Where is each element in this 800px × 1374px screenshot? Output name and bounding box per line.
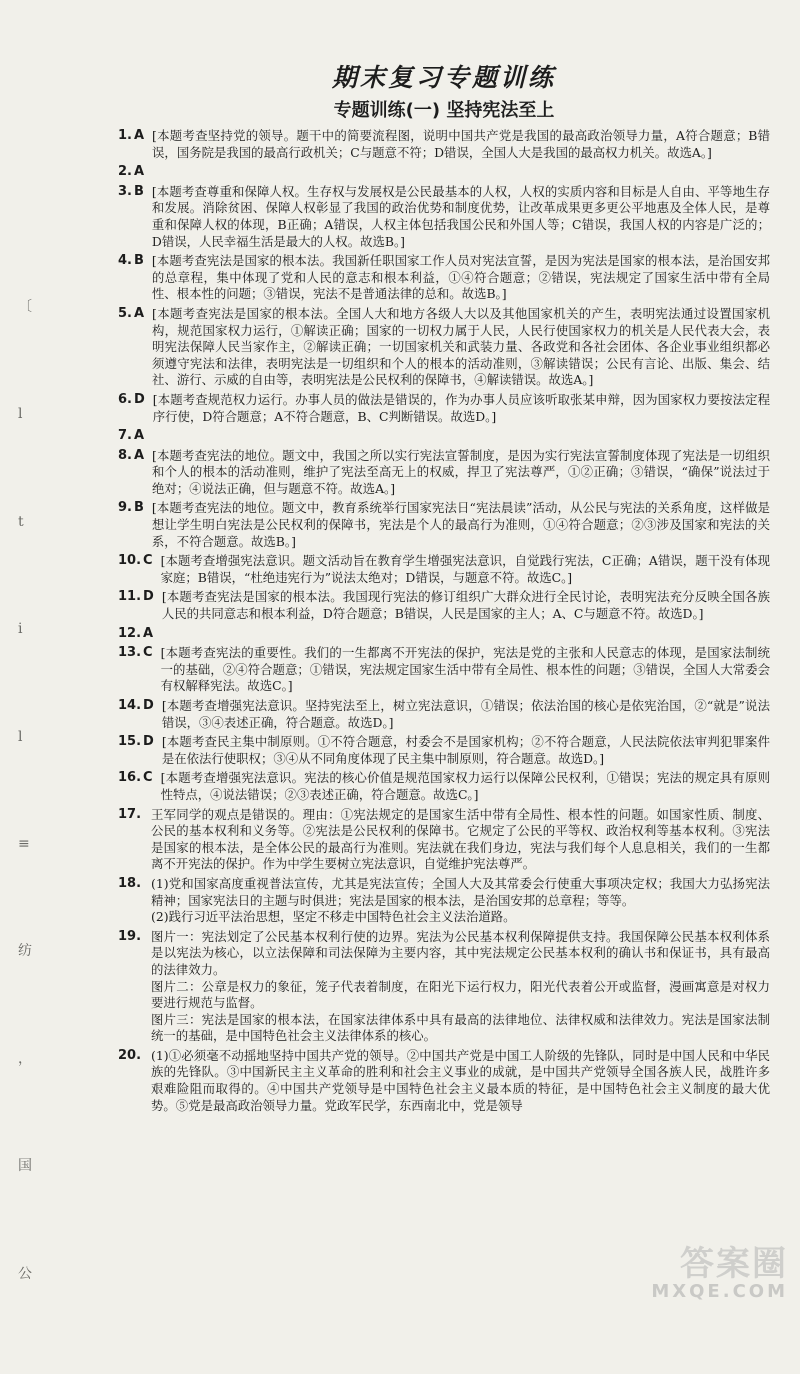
explanation [152,306,770,389]
question-number: 8. [118,447,132,463]
page-title: 期末复习专题训练 [331,63,556,92]
explanation [152,448,770,498]
gutter-mark: ， [18,1050,32,1067]
answer-letter: C [143,645,153,661]
explanation-paragraph: [本题考查坚持党的领导。题干中的简要流程图，说明中国共产党是我国的最高政治领导力量，A符合题意；B错误，国务院是我国的最高行政机关；C与题意不符；D错误，全国人大是我国的最高权力机关。故选A。] [152,128,770,160]
explanation-paragraph: 王军同学的观点是错误的。理由：①宪法规定的是国家生活中带有全局性、根本性的问题。如国家性质、制度、公民的基本权利和义务等。②宪法是公民权利的保障书。它规定了公民的平等权、政治权利等基本权利。③宪法是国家的根本法，是全体公民的最高行为准则。宪法就在我们身边，宪法与我们每个人息息相关，我们的一生都离不开宪法的保护。作为中学生要树立宪法意识，自觉维护宪法尊严。 [151,806,770,872]
gutter-mark: ≡ [18,835,30,852]
answer-item [118,184,770,250]
question-number: 14. [118,698,142,713]
question-number: 9. [118,500,132,516]
question-number: 15. [118,734,142,750]
explanation [151,876,770,926]
question-number: 13. [118,645,142,661]
answer-letter: A [133,128,145,143]
answer-letter: A [133,305,145,321]
explanation-paragraph: [本题考查宪法的重要性。我们的一生都离不开宪法的保护，宪法是党的主张和人民意志的体现，是国家法制统一的基础，②④符合题意；①错误，宪法规定国家生活中带有全局性、根本性的问题；③错误，全国人大常委会有权解释宪法。故选C。] [160,645,770,694]
question-number: 6. [118,391,132,407]
watermark-text: 答案圈 [680,1244,788,1284]
answer-item [118,589,770,622]
explanation [161,553,770,586]
watermark-logo [651,1236,788,1302]
gutter-mark: i [18,621,23,638]
answer-letter: B [133,253,144,269]
question-number: 18. [118,875,142,891]
explanation [151,1048,770,1114]
explanation-paragraph: [本题考查宪法的地位。题文中，我国之所以实行宪法宣誓制度，是因为实行宪法宣誓制度体现了宪法是一切组织和个人的根本的活动准则，维护了宪法至高无上的权威，捍卫了宪法尊严，①②正确；③错误，“确保”说法过于绝对；④说法正确，但与题意不符。故选A。] [152,447,770,496]
answer-letter: B [133,183,144,199]
answer-letter: D [143,589,154,605]
gutter-mark: l [18,728,23,745]
explanation [152,253,770,303]
answer-letter: D [143,734,154,750]
explanation-paragraph: (2)践行习近平法治思想，坚定不移走中国特色社会主义法治道路。 [151,909,516,925]
explanation [152,128,770,161]
explanation [151,807,770,873]
answer-item [118,448,770,498]
answer-item [118,253,770,303]
answer-item [118,428,770,445]
question-number: 3. [118,183,132,199]
gutter-mark: 〔 [18,299,32,315]
question-number: 2. [118,164,132,180]
explanation-paragraph: [本题考查增强宪法意识。宪法的核心价值是规范国家权力运行以保障公民权利，①错误；宪法的规定具有原则性特点，④说法错误；②③表述正确，符合题意。故选C。] [160,770,770,802]
explanation [161,770,770,803]
answer-list [118,128,770,1114]
explanation [162,698,770,731]
explanation [162,734,770,767]
explanation [161,645,770,695]
explanation-paragraph: [本题考查增强宪法意识。坚持宪法至上，树立宪法意识，①错误；依法治国的核心是依宪治国，②“就是”说法错误，③④表述正确，符合题意。故选D。] [161,698,770,730]
explanation [152,500,770,550]
explanation-paragraph: [本题考查规范权力运行。办事人员的做法是错误的，作为办事人员应该听取张某申辩，因为国家权力要按法定程序行使，D符合题意；A不符合题意，B、C判断错误。故选D。] [152,391,770,424]
gutter-mark: 国 [18,1158,32,1175]
explanation-paragraph: [本题考查宪法的地位。题文中，教育系统举行国家宪法日“宪法晨读”活动，从公民与宪法的关系角度，这样做是想让学生明白宪法是公民权利的保障书，宪法是个人的最高行为准则，①④符合题意；②③涉及国家和宪法的关系，不符合题意。故选B。] [151,500,770,549]
explanation [151,929,770,1045]
section-subtitle: 专题训练(一) 坚持宪法至上 [333,100,555,121]
explanation-paragraph: [本题考查宪法是国家的根本法。全国人大和地方各级人大以及其他国家机关的产生，表明宪法通过设置国家机构，规范国家权力运行，①解读正确；国家的一切权力属于人民，人民行使国家权力的机关是人民代表大会，表明宪法保障人民当家作主，②解读正确；一切国家机关和武装力量、各政党和各社会团体、各企业事业组织都必须遵守宪法和法律，表明宪法是一切组织和个人的根本的活动准则，③解读错误；公民有言论、出版、集会、结社、游行、示威的自由等，表明宪法是公民权利的保障书，④解读错误。故选A。] [152,305,770,388]
answer-letter: C [143,770,153,786]
question-number: 10. [118,553,142,569]
answer-letter: B [133,500,144,516]
answer-item [118,626,770,643]
answer-letter: D [143,698,154,713]
answer-item [118,807,770,873]
explanation-paragraph: 图片三：宪法是国家的根本法，在国家法律体系中具有最高的法律地位、法律权威和法律效力。宪法是国家法制统一的基础，是中国特色社会主义法律体系的核心。 [151,1011,770,1044]
explanation [152,184,770,250]
answer-item [118,734,770,767]
question-number: 5. [118,305,132,321]
question-number: 1. [118,128,132,143]
gutter-mark: t [18,513,24,530]
answer-item [118,876,770,926]
question-number: 11. [118,589,142,605]
answer-letter: C [143,553,153,569]
answer-item [118,128,770,161]
explanation-paragraph: (1)党和国家高度重视普法宣传，尤其是宪法宣传；全国人大及其常委会行使重大事项决定权；我国大力弘扬宪法精神；国家宪法日的主题与时俱进；宪法是国家的根本法，是治国安邦的总章程；等等。 [151,875,770,908]
answer-item [118,306,770,389]
answer-item [118,1048,770,1114]
answer-letter: A [133,428,145,444]
answer-item [118,929,770,1045]
answer-letter: A [133,164,145,180]
gutter-mark: 公 [18,1265,32,1282]
answer-item [118,553,770,586]
answer-item [118,645,770,695]
answer-item [118,500,770,550]
answer-item [118,164,770,181]
answer-item [118,392,770,425]
question-number: 19. [118,928,142,944]
answer-item [118,770,770,803]
explanation-paragraph: (1)①必须毫不动摇地坚持中国共产党的领导。②中国共产党是中国工人阶级的先锋队，同时是中国人民和中华民族的先锋队。③中国新民主主义革命的胜利和社会主义事业的成就，是中国共产党领导全国各族人民，战胜许多艰难险阻而取得的。④中国共产党领导是中国特色社会主义最本质的特征，是中国特色社会主义制度的最大优势。⑤党是最高政治领导力量。党政军民学，东西南北中，党是领导 [151,1047,770,1113]
question-number: 4. [118,253,132,269]
explanation [152,428,770,445]
gutter-mark: l [18,406,23,423]
answer-item [118,698,770,731]
answer-letter: A [143,625,154,641]
question-number: 16. [118,770,142,786]
gutter-mark: 纺 [18,943,32,960]
explanation-paragraph: [本题考查宪法是国家的根本法。我国新任职国家工作人员对宪法宣誓，是因为宪法是国家的根本法，是治国安邦的总章程，集中体现了党和人民的意志和根本利益，①④符合题意；②错误，宪法规定了国家生活中带有全局性、根本性的问题；③错误，宪法不是普通法律的总和。故选B。] [151,253,770,302]
question-number: 7. [118,428,132,444]
binding-margin [18,300,54,1374]
explanation-paragraph: [本题考查民主集中制原则。①不符合题意，村委会不是国家机构；②不符合题意，人民法院依法审判犯罪案件是在依法行使职权；③④从不同角度体现了民主集中制原则，符合题意。故选D。] [161,734,770,766]
explanation [162,589,770,622]
question-number: 20. [118,1047,142,1063]
explanation-paragraph: [本题考查增强宪法意识。题文活动旨在教育学生增强宪法意识，自觉践行宪法，C正确；A错误，题干没有体现家庭；B错误，“杜绝违宪行为”说法太绝对；D错误，与题意不符。故选C。] [160,553,770,585]
answer-letter: D [133,391,145,407]
explanation-paragraph: 图片二：公章是权力的象征，笼子代表着制度，在阳光下运行权力，阳光代表着公开或监督，漫画寓意是对权力要进行规范与监督。 [151,978,770,1011]
explanation-paragraph: 图片一：宪法划定了公民基本权利行使的边界。宪法为公民基本权利保障提供支持。我国保障公民基本权利体系是以宪法为核心，以立法保障和司法保障为主要内容，其中宪法规定公民基本权利的确认书和保证书，具有最高的法律效力。 [151,928,770,977]
explanation [161,626,770,643]
explanation [152,164,770,181]
explanation-paragraph: [本题考查尊重和保障人权。生存权与发展权是公民最基本的人权，人权的实质内容和目标是人自由、平等地生存和发展。消除贫困、保障人权彰显了我国的政治优势和制度优势，让改革成果更多更公平地惠及全体人民，是尊重和保障人权的体现，B正确；A错误，人权主体包括我国公民和外国人等；C错误，我国人权的内容是广泛的；D错误，人民幸福生活是最大的人权。故选B。] [151,183,770,249]
explanation [153,392,770,425]
question-number: 12. [118,625,142,641]
question-number: 17. [118,806,142,822]
answer-letter: A [133,447,145,463]
watermark-url: MXQE.COM [651,1281,788,1302]
explanation-paragraph: [本题考查宪法是国家的根本法。我国现行宪法的修订组织广大群众进行全民讨论，表明宪法充分反映全国各族人民的共同意志和根本利益，D符合题意；B错误，人民是国家的主人；A、C与题意不符。故选D。] [161,589,770,622]
